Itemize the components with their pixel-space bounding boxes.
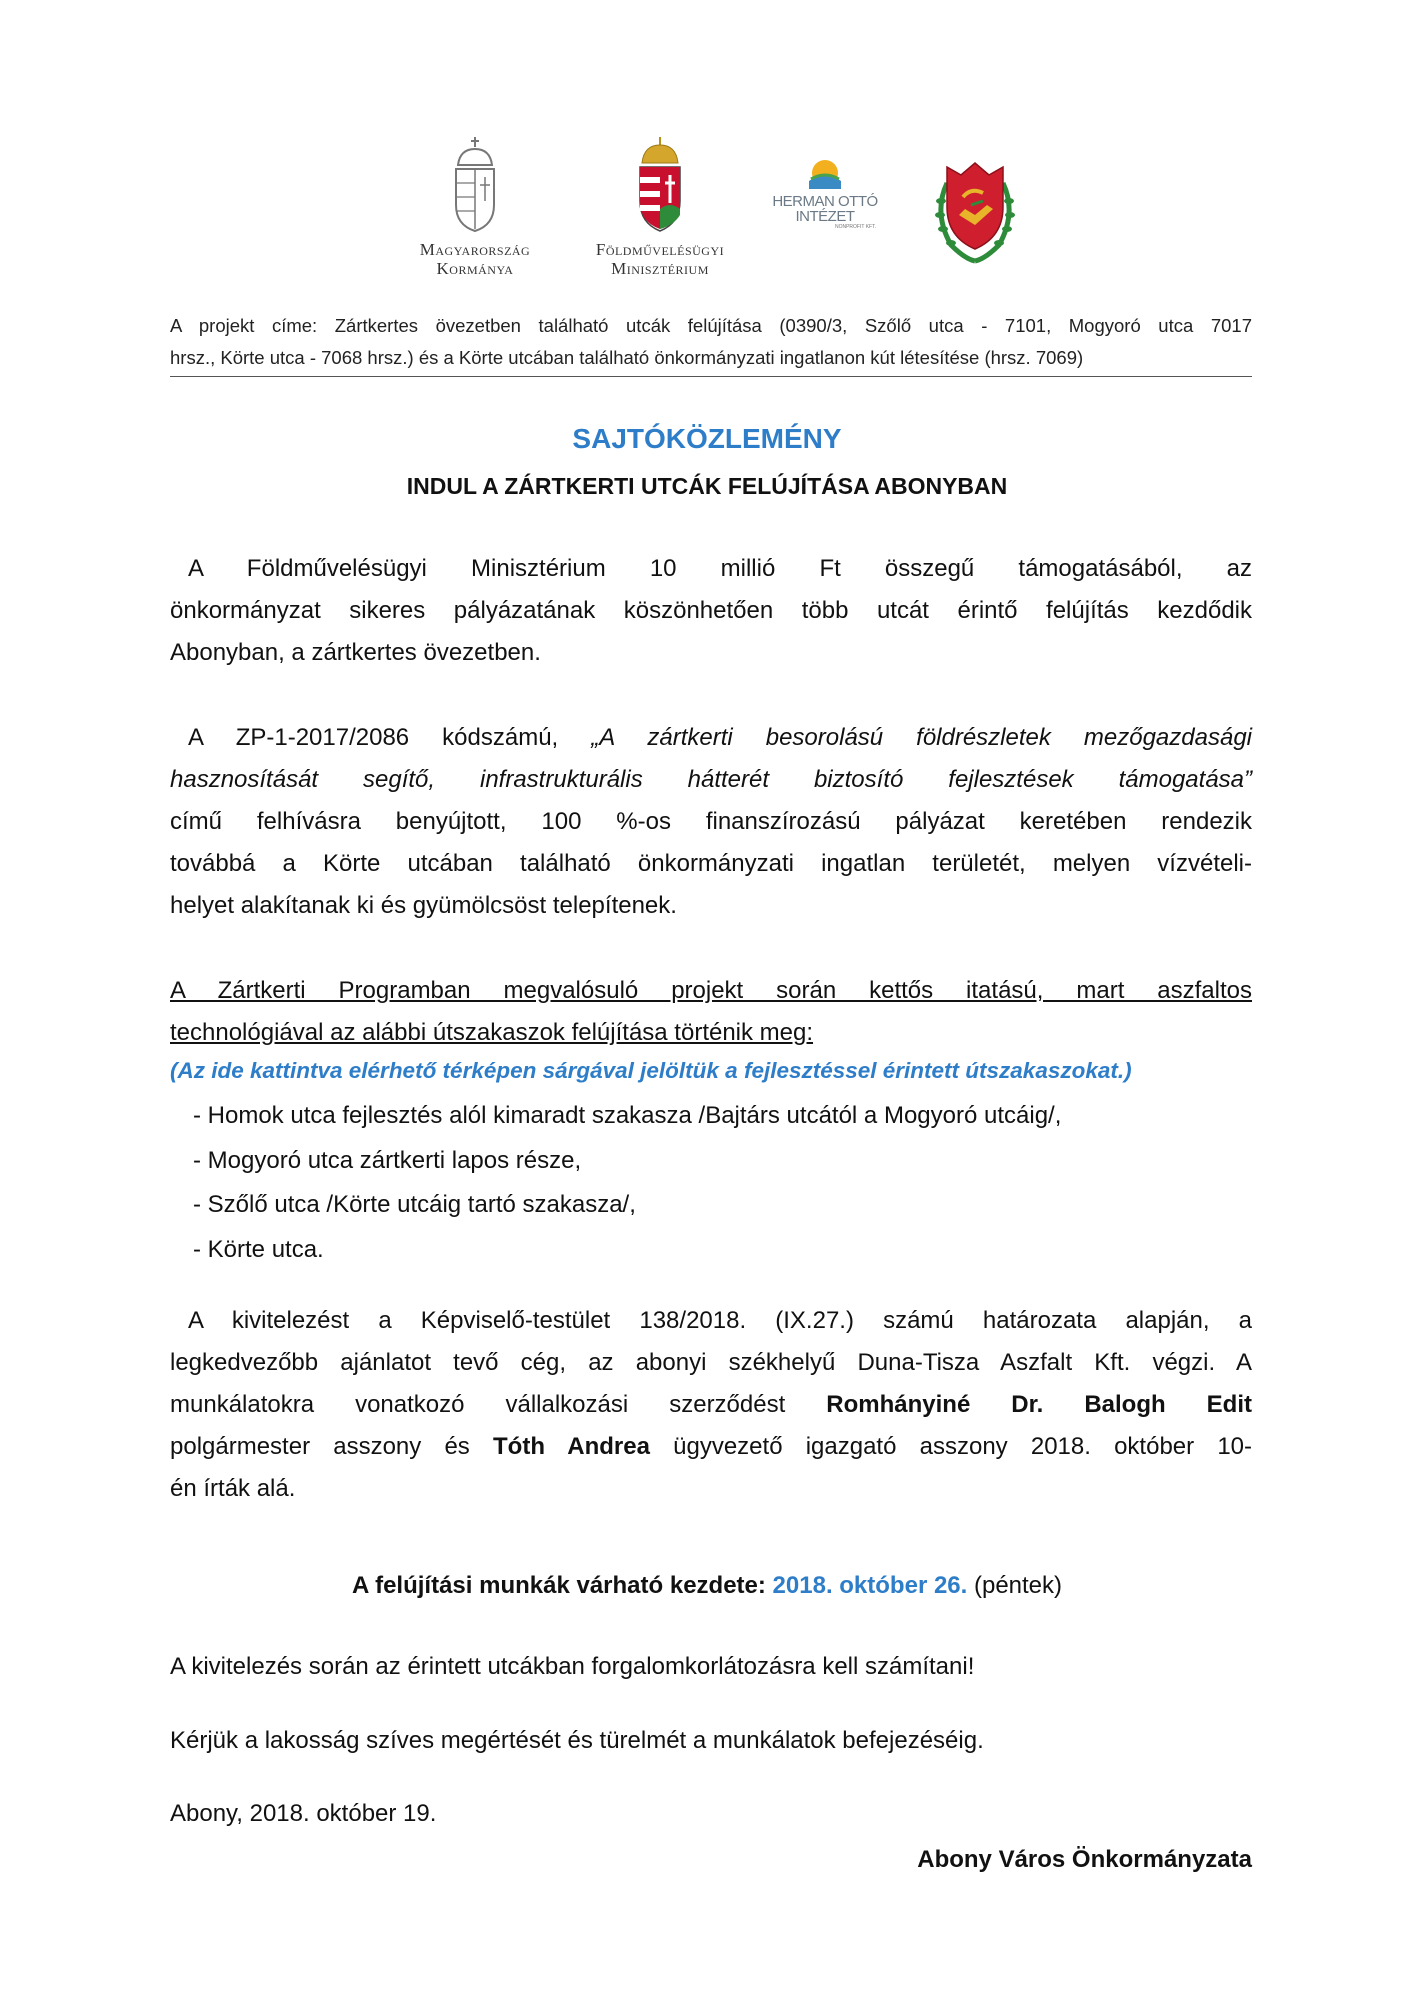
paragraph-line: A kivitelezést a Képviselő-testület 138/2018. (IX.27.) számú határozata alapján, a	[188, 1307, 1252, 1334]
hungarian-crest-outline-icon	[450, 135, 500, 235]
call-title-start: „A zártkerti besorolású földrészletek mezőgazdasági	[591, 724, 1253, 751]
list-item: - Mogyoró utca zártkerti lapos része,	[193, 1146, 582, 1174]
hungarian-coat-of-arms-icon	[634, 135, 686, 235]
paragraph-line	[170, 717, 1252, 759]
traffic-notice: A kivitelezés során az érintett utcákban forgalomkorlátozásra kell számítani!	[170, 1653, 975, 1680]
paragraph-line-underlined: A Zártkerti Programban megvalósuló projekt során kettős itatású, mart aszfaltos	[170, 977, 1252, 1004]
institute-logo-small: NONPROFIT KFT.	[834, 224, 876, 230]
institute-logo-line1: HERMAN OTTÓ	[772, 193, 878, 210]
call-code-text: A ZP-1-2017/2086 kódszámú,	[188, 724, 592, 751]
map-link-note[interactable]: (Az ide kattintva elérhető térképen sárgával jelöltük a fejlesztéssel érintett útszakaszokat.)	[170, 1058, 1132, 1083]
ministry-logo-line2: Minisztérium	[611, 259, 709, 278]
contract-text: munkálatokra vonatkozó vállalkozási szerződést	[170, 1391, 827, 1418]
place-and-date: Abony, 2018. október 19.	[170, 1800, 437, 1827]
paragraph-line-underlined: technológiával az alábbi útszakaszok felújítása történik meg:	[170, 1019, 814, 1046]
paragraph-intro	[170, 548, 1252, 674]
sun-landscape-icon	[805, 155, 845, 189]
paragraph-line: önkormányzat sikeres pályázatának köszönhetően több utcát érintő felújítás kezdődik	[170, 597, 1252, 624]
government-logo-line2: Kormánya	[436, 259, 514, 278]
project-title-line1: A projekt címe: Zártkertes övezetben található utcák felújítása (0390/3, Szőlő utca - 7101, Mogyoró utca 7017	[170, 315, 1252, 336]
paragraph-program	[170, 970, 1252, 1054]
abony-logo	[925, 153, 1025, 273]
list-item: - Homok utca fejlesztés alól kimaradt szakasza /Bajtárs utcától a Mogyoró utcáig/,	[193, 1102, 1062, 1129]
mayor-title: polgármester asszony és	[170, 1433, 493, 1460]
paragraph-line	[170, 1384, 1252, 1426]
signing-date-text: ügyvezető igazgató asszony 2018. október 10-	[649, 1433, 1253, 1460]
work-start-day: (péntek)	[967, 1572, 1063, 1599]
header-divider	[170, 376, 1252, 377]
paragraph-line: című felhívásra benyújtott, 100 %-os finanszírozású pályázat keretében rendezik	[170, 808, 1252, 835]
list-item: - Körte utca.	[193, 1235, 324, 1263]
paragraph-line: továbbá a Körte utcában található önkormányzati ingatlan területét, melyen vízvételi-	[170, 850, 1252, 877]
paragraph-line: Abonyban, a zártkertes övezetben.	[170, 639, 541, 666]
government-logo	[395, 135, 555, 278]
document-title: SAJTÓKÖZLEMÉNY	[572, 423, 842, 454]
paragraph-call	[170, 717, 1252, 927]
paragraph-line	[170, 1426, 1252, 1468]
work-start-line	[0, 1572, 1414, 1600]
project-title-line2: hrsz., Körte utca - 7068 hrsz.) és a Körte utcában található önkormányzati ingatlanon kút létesítése (hrsz. 7069)	[170, 347, 1084, 368]
paragraph-line: legkedvezőbb ajánlatot tevő cég, az abonyi székhelyű Duna-Tisza Aszfalt Kft. végzi. A	[170, 1349, 1252, 1376]
list-item: - Szőlő utca /Körte utcáig tartó szakasza/,	[193, 1191, 636, 1218]
abony-coat-of-arms-icon	[925, 153, 1025, 268]
project-title	[170, 310, 1252, 374]
paragraph-line: A Földművelésügyi Minisztérium 10 millió Ft összegű támogatásából, az	[188, 555, 1252, 582]
institute-logo-line2: INTÉZET	[795, 208, 855, 225]
paragraph-line: helyet alakítanak ki és gyümölcsöst telepítenek.	[170, 892, 677, 919]
logo-bar	[0, 135, 1414, 285]
ministry-logo-line1: Földművelésügyi	[595, 240, 725, 259]
work-start-date: 2018. október 26.	[772, 1572, 968, 1599]
paragraph-contractor	[170, 1300, 1252, 1510]
ministry-logo	[575, 135, 745, 278]
director-name: Tóth Andrea	[493, 1433, 650, 1460]
street-list	[193, 1094, 1061, 1272]
paragraph-line: én írták alá.	[170, 1475, 296, 1502]
work-start-label: A felújítási munkák várható kezdete:	[351, 1572, 773, 1599]
mayor-name: Romhányiné Dr. Balogh Edit	[826, 1391, 1252, 1418]
signature: Abony Város Önkormányzata	[917, 1846, 1252, 1873]
document-subtitle: INDUL A ZÁRTKERTI UTCÁK FELÚJÍTÁSA ABONYBAN	[406, 473, 1008, 499]
patience-notice: Kérjük a lakosság szíves megértését és türelmét a munkálatok befejezéséig.	[170, 1727, 984, 1754]
call-title-end: hasznosítását segítő, infrastrukturális hátterét biztosító fejlesztések támogatása”	[170, 766, 1252, 793]
institute-logo	[760, 155, 890, 230]
government-logo-line1: Magyarország	[419, 240, 531, 259]
